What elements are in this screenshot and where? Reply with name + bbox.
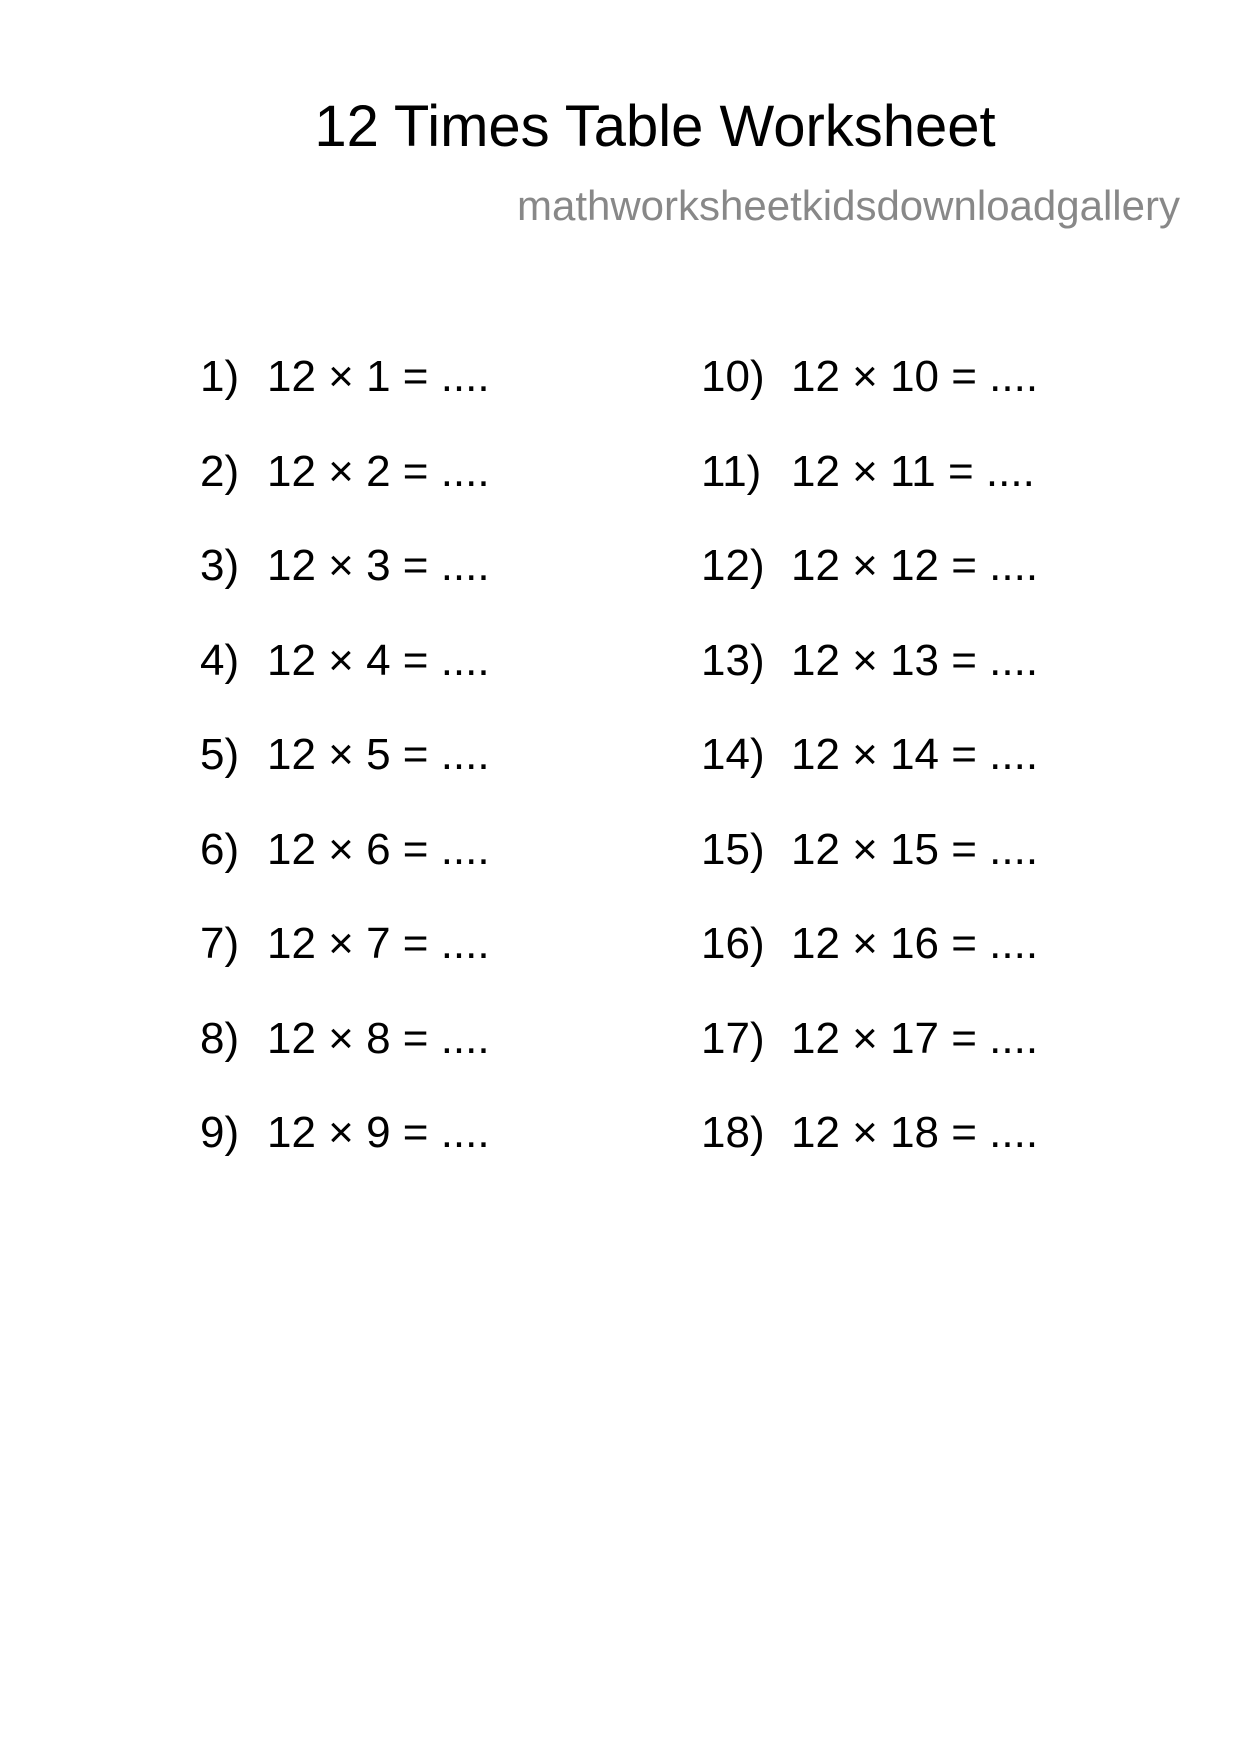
- problem-expression: 12 × 8 = ....: [267, 1014, 490, 1063]
- problem-number: 12): [701, 541, 765, 590]
- problem-expression: 12 × 12 = ....: [791, 541, 1039, 590]
- problem-expression: 12 × 2 = ....: [267, 447, 490, 496]
- problem-number: 4): [200, 636, 240, 685]
- worksheet-title: 12 Times Table Worksheet: [314, 94, 996, 159]
- problem-number: 17): [701, 1014, 765, 1063]
- problem-number: 8): [200, 1014, 240, 1063]
- problem-item: [200, 636, 490, 686]
- problem-item: [701, 352, 1039, 402]
- problem-item: [200, 919, 490, 969]
- problem-expression: 12 × 14 = ....: [791, 730, 1039, 779]
- problem-expression: 12 × 17 = ....: [791, 1014, 1039, 1063]
- problem-item: [701, 541, 1039, 591]
- problem-item: [200, 730, 490, 780]
- problem-expression: 12 × 10 = ....: [791, 352, 1039, 401]
- problem-expression: 12 × 3 = ....: [267, 541, 490, 590]
- problem-expression: 12 × 18 = ....: [791, 1108, 1039, 1157]
- problem-number: 11): [701, 447, 762, 496]
- problem-number: 10): [701, 352, 765, 401]
- problem-number: 9): [200, 1108, 240, 1157]
- problem-item: [200, 1014, 490, 1064]
- source-watermark: mathworksheetkidsdownloadgallery: [516, 182, 1180, 229]
- problem-number: 1): [200, 352, 240, 401]
- problem-item: [701, 636, 1039, 686]
- problem-number: 7): [200, 919, 240, 968]
- problem-item: [701, 1014, 1039, 1064]
- problem-item: [701, 1108, 1039, 1158]
- problem-item: [200, 825, 490, 875]
- problem-number: 5): [200, 730, 240, 779]
- problem-number: 13): [701, 636, 765, 685]
- problem-expression: 12 × 7 = ....: [267, 919, 490, 968]
- problem-number: 16): [701, 919, 765, 968]
- problem-expression: 12 × 5 = ....: [267, 730, 490, 779]
- problem-item: [200, 541, 490, 591]
- problem-expression: 12 × 4 = ....: [267, 636, 490, 685]
- problem-number: 15): [701, 825, 765, 874]
- problem-expression: 12 × 6 = ....: [267, 825, 490, 874]
- problem-number: 6): [200, 825, 240, 874]
- problem-expression: 12 × 11 = ....: [791, 447, 1035, 496]
- problem-expression: 12 × 16 = ....: [791, 919, 1039, 968]
- problem-number: 2): [200, 447, 240, 496]
- problem-expression: 12 × 1 = ....: [267, 352, 490, 401]
- problem-expression: 12 × 15 = ....: [791, 825, 1039, 874]
- problem-item: [701, 447, 1035, 497]
- problem-item: [701, 825, 1039, 875]
- problem-expression: 12 × 13 = ....: [791, 636, 1039, 685]
- problem-number: 3): [200, 541, 240, 590]
- problem-expression: 12 × 9 = ....: [267, 1108, 490, 1157]
- problem-number: 14): [701, 730, 765, 779]
- problem-item: [200, 1108, 490, 1158]
- problem-number: 18): [701, 1108, 765, 1157]
- problem-item: [701, 919, 1039, 969]
- problem-item: [200, 447, 490, 497]
- problem-item: [701, 730, 1039, 780]
- problem-item: [200, 352, 490, 402]
